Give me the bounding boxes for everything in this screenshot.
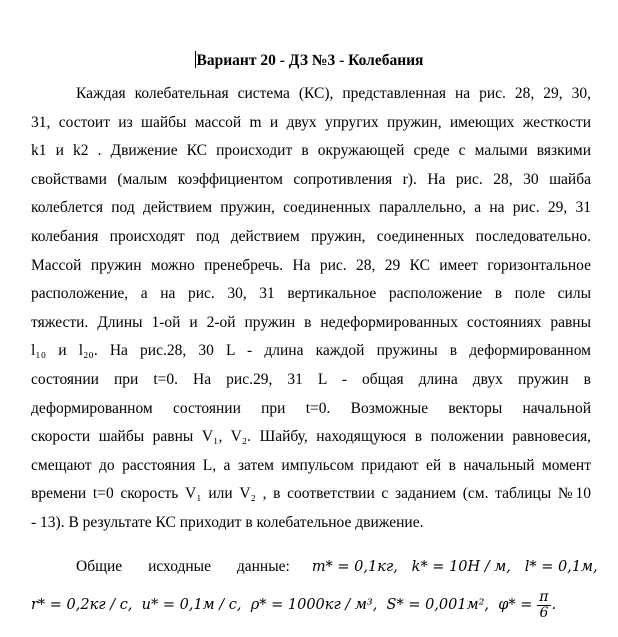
document-title	[0, 51, 618, 71]
title-text: Вариант 20 - ДЗ №3 - Колебания	[196, 52, 424, 69]
initial-data-line-2	[31, 590, 591, 621]
paragraph-line: Массой пружин можно пренебречь. На рис. 28, 29 КС имеет горизонтальное	[31, 256, 591, 274]
text-cursor	[195, 51, 196, 68]
formula-m-k-l: m* = 0,1кг, k* = 10Н / м, l* = 0,1м,	[311, 559, 598, 575]
initial-data-line-1	[31, 556, 598, 578]
formula-end-period: .	[551, 597, 557, 614]
phi-fraction	[537, 590, 550, 621]
paragraph-line: Каждая колебательная система (КС), представленная на рис. 28, 29, 30,	[76, 85, 591, 102]
paragraph-line: состоянии при t=0. На рис.29, 31 L - общая длина двух пружин в	[31, 370, 591, 388]
paragraph-line: расположение, а на рис. 30, 31 вертикальное расположение в поле силы	[31, 285, 591, 303]
paragraph-line: k1 и k2 . Движение КС происходит в окружающей среде с малыми вязкими	[31, 142, 591, 160]
initial-data-label: Общие исходные данные:	[76, 558, 290, 575]
paragraph-line: скорости шайбы равны V₁, V₂. Шайбу, находящуюся в положении равновесия,	[31, 428, 591, 446]
paragraph-line: времени t=0 скорость V₁ или V₂ , в соответствии с заданием (см. таблицы №10	[31, 485, 591, 503]
paragraph-line: деформированном состоянии при t=0. Возможные векторы начальной	[31, 399, 591, 417]
paragraph-line: - 13). В результате КС приходит в колебательное движение.	[31, 513, 424, 531]
fraction-denominator: 6	[539, 605, 549, 621]
paragraph-line: колеблется под действием пружин, соединенных параллельно, а на рис. 29, 31	[31, 199, 591, 217]
paragraph-line: колебания происходят под действием пружин, соединенных последовательно.	[31, 227, 591, 245]
fraction-numerator: π	[539, 589, 549, 605]
paragraph-line: свойствами (малым коэффициентом сопротивления r). На рис. 28, 30 шайба	[31, 170, 591, 188]
paragraph-line: l₁₀ и l₂₀. На рис.28, 30 L - длина каждой пружины в деформированном	[31, 342, 591, 360]
formula-r-u-rho-s-phi: r* = 0,2кг / с, u* = 0,1м / с, ρ* = 1000кг / м³, S* = 0,001м², φ* =	[31, 597, 533, 614]
paragraph-line: тяжести. Длины 1-ой и 2-ой пружин в недеформированных состояниях равны	[31, 313, 591, 331]
paragraph-line: 31, состоит из шайбы массой m и двух упругих пружин, имеющих жесткости	[31, 113, 591, 131]
paragraph-line: смещают до расстояния L, а затем импульсом придают ей в начальный момент	[31, 456, 591, 474]
main-paragraph	[31, 80, 591, 538]
